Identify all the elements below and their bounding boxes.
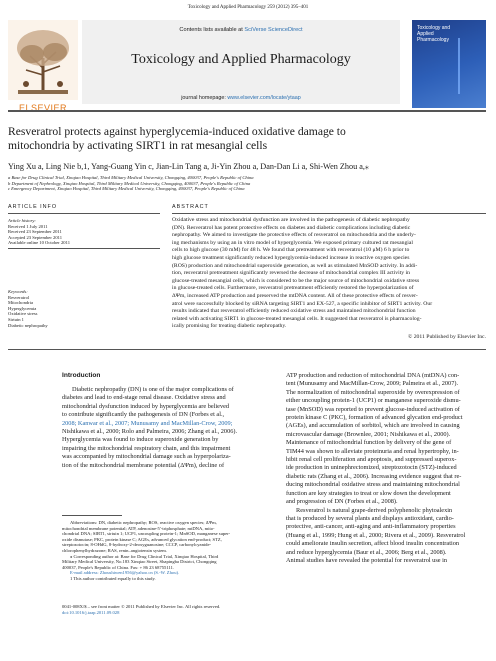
- header-rule: [8, 110, 486, 112]
- intro-line: tion of the mitochondrial membrane potential (ΔΨm), decline of: [62, 461, 225, 469]
- intro-line: and progression of DN (Forbes et al., 2008).: [286, 498, 398, 506]
- corresponding-line: 400037, People's Republic of China. Fax: + 86 23 68755111.: [62, 564, 175, 570]
- abbreviations-line: streptozotocin; 8-OHdG, 8-hydroxy-2-deoxyguanosine; CCCP, carbonylcyanide-: [62, 542, 212, 548]
- intro-line: The normalization of mitochondrial superoxide by overexpression of: [286, 388, 460, 396]
- intro-heading: Introduction: [62, 372, 101, 379]
- contents-prefix: Contents lists available at: [179, 27, 243, 33]
- intro-line: tent (Munusamy and MacMillan-Crow, 2009; Palmeira et al., 2007).: [286, 380, 459, 388]
- homepage-line: [82, 95, 400, 101]
- intro-right-column: [286, 372, 492, 565]
- article-title-line2: mitochondria by activating SIRT1 in rat mesangial cells: [8, 139, 268, 152]
- abstract-bottom-rule: [8, 349, 486, 350]
- intro-line: protective, anti-cancer, anti-aging and anti-inflammatory properties: [286, 523, 456, 531]
- intro-line: Animal studies have revealed the potential for resveratrol use in: [286, 556, 448, 564]
- intro-line: could ameliorate insulin secretion, affect blood insulin concentration: [286, 540, 459, 548]
- corresponding-line: Military Medical University, No.183 Xinqiao Street, Shapingba District, Chongqing: [62, 559, 217, 565]
- intro-line: (AGEs), and accumulation of sorbitol, which are involved in causing: [286, 422, 460, 430]
- abbreviations-line: mitochondrial membrane potential; ATP, adenosine-5′-triphosphate; mtDNA, mito-: [62, 525, 215, 531]
- abbreviations-line: chondrial DNA; SIRT1, sirtuin 1; UCP1, uncoupling protein-1; MnSOD, manganese super-: [62, 531, 231, 537]
- abbreviations-line: oxide dismutase; PKC, protein kinase C; AGEs, advanced glycation end-product; STZ,: [62, 536, 222, 542]
- history-item: Received 23 September 2011: [8, 229, 62, 235]
- cover-title: Toxicology and Applied Pharmacology: [417, 25, 451, 43]
- article-history: [8, 218, 158, 246]
- affiliation-b: b Department of Nephrology, Xinqiao Hospital, Third Military Medical University, Chongqing, 400037, People's Republic of China: [8, 180, 251, 186]
- abstract-line: in glucose-treated cells. Furthermore, resveratrol pretreatment efficiently restored the hyperpolarization of: [172, 285, 414, 292]
- abstract-line: atrol were successfully blocked by siRNA targeting SIRT1 and EX-527, a specific inhibitor of SIRT1 activity. Our: [172, 300, 433, 307]
- abstract-line: results indicated that resveratrol efficiently reduced oxidative stress and maintained mitochondrial function: [172, 308, 416, 315]
- abstract-line: related with activating SIRT1 in glucose-treated mesangial cells. It suggested that resveratrol is pharmacolog-: [172, 315, 422, 322]
- abstract-copyright: © 2011 Published by Elsevier Inc.: [407, 333, 486, 340]
- history-item: Received 1 July 2011: [8, 223, 48, 229]
- abstract-line: (ROS) production and mitochondrial superoxide generation, as well as stimulated MnSOD activity. In addi-: [172, 262, 418, 269]
- intro-line: that is produced by several plants and displays antioxidant, cardio-: [286, 514, 454, 522]
- intro-line: Nishikawa et al., 2000; Rolo and Palmeira, 2006; Zhang et al., 2006).: [62, 428, 238, 436]
- intro-line: ide production in uninephrectomized, streptozotocin (STZ)-induced: [286, 464, 457, 472]
- history-label: Article history:: [8, 218, 36, 223]
- keyword-item: Mitochondria: [8, 300, 34, 306]
- footnote-rule: [62, 515, 122, 516]
- article-title: [8, 125, 488, 153]
- affiliation-c: c Emergency Department, Xinqiao Hospital, Third Military Medical University, Chongqing, 400037, People's Republic of China: [8, 186, 245, 192]
- intro-line: to contribute significantly the pathogenesis of DN (Forbes et al.,: [62, 411, 225, 419]
- abstract-line: cells to high glucose (30 mM) for 48 h. We found that pretreatment with resveratrol (10 μM) 6 h prior to: [172, 247, 410, 254]
- journal-reference: Toxicology and Applied Pharmacology 259 (2012) 395–401: [187, 5, 309, 10]
- abstract-line: ΔΨm, increased ATP production and preserved the mtDNA content. All of these protective effects of resver-: [172, 292, 418, 299]
- homepage-link[interactable]: www.elsevier.com/locate/ytaap: [227, 95, 301, 101]
- kw-real: [8, 289, 158, 328]
- intro-line: TIM44 was shown to alleviate proteinuria and renal hypertrophy, in-: [286, 447, 459, 455]
- cover-graphic: [458, 38, 480, 94]
- intro-line: hibit renal cell proliferation and apoptosis, and suppressed superox-: [286, 456, 457, 464]
- contents-line: [82, 27, 400, 33]
- abstract-body: [172, 217, 486, 342]
- footnotes: [62, 520, 278, 582]
- authors: Ying Xu a, Ling Nie b,1, Yang-Guang Yin c, Jian-Lin Tang a, Ji-Yin Zhou a, Dan-Dan Li a, Shi-Wen Zhou a,⁎: [8, 162, 369, 171]
- email-footnote[interactable]: E-mail address: Zhoushiwen1956@yahoo.cn (S.-W. Zhou).: [70, 570, 180, 576]
- abstract-line: high glucose treatment significantly reduced hyperglycemia-induced increase in reactive oxygen species: [172, 254, 410, 261]
- intro-line: Resveratrol is natural grape-derived polyphenolic phytoalexin: [296, 506, 453, 514]
- history-item: Available online 10 October 2011: [8, 240, 70, 246]
- intro-line: ducing mitochondrial oxidative stress and maintaining mitochondrial: [286, 481, 460, 489]
- homepage-prefix: journal homepage:: [181, 95, 226, 101]
- journal-cover: [412, 20, 486, 108]
- intro-line: mitochondrial dysfunction induced by hyperglycemia are believed: [62, 402, 230, 410]
- front-matter: [62, 604, 322, 615]
- intro-line: protein kinase C (PKC), formation of advanced glycation end-product: [286, 414, 463, 422]
- abbreviations-line: chlorophenylhydrazone; RAS, renin–angiotensin system.: [62, 547, 167, 553]
- publisher-logo-text: ELSEVIER: [18, 103, 68, 113]
- abstract-line: ing mechanisms by using an in vitro model of hyperglycemia. We exposed primary cultured rat mesangial: [172, 239, 413, 246]
- equal-contribution-footnote: 1 This author contributed equally to this study.: [70, 575, 156, 581]
- abstract-line: ically promising for treating diabetic nephropathy.: [172, 323, 287, 330]
- intro-left-column: [62, 386, 276, 470]
- article-title-line1: Resveratrol protects against hyperglycemia-induced oxidative damage to: [8, 125, 346, 138]
- intro-line: Maintenance of mitochondrial function by delivery of the gene of: [286, 439, 452, 447]
- keyword-item: Oxidative stress: [8, 311, 38, 317]
- abstract-line: nephropathy. We aimed to investigate the protective effects of resveratrol on mitochondria and the underly-: [172, 232, 416, 239]
- abstract-line: (DN). Resveratrol has potent protective effects on diabetes and diabetic complications including diabetic: [172, 224, 411, 231]
- article-info-rule: [8, 213, 160, 214]
- abbreviations-line: Abbreviations: DN, diabetic nephropathy; ROS, reactive oxygen species; ΔΨm,: [70, 520, 217, 525]
- doi-link[interactable]: doi:10.1016/j.taap.2011.09.028: [62, 609, 120, 615]
- intro-line: ATP production and reduction of mitochondrial DNA (mtDNA) con-: [286, 372, 460, 379]
- abstract-line: tion, resveratrol pretreatment significantly reversed the decrease of mitochondrial complex III activity in: [172, 270, 410, 277]
- affiliation-a: a Base for Drug Clinical Trial, Xinqiao Hospital, Third Military Medical University, Chongqing, 400037, People's Republic of China: [8, 175, 254, 180]
- intro-line: 2008; Kanwar et al., 2007; Munusamy and MacMillan-Crow, 2009;: [62, 419, 233, 427]
- article-info-heading: ARTICLE INFO: [8, 204, 58, 210]
- intro-line: diabetic rats (Zhang et al., 2006). Increasing evidence suggest that re-: [286, 472, 462, 480]
- intro-line: (Huang et al., 1999; Hung et al., 2000; Rivera et al., 2009). Resveratrol: [286, 531, 466, 539]
- intro-line: diabetes and lead to end-stage renal disease. Oxidative stress and: [62, 394, 226, 402]
- intro-line: tase (MnSOD) was reported to prevent glucose-induced activation of: [286, 405, 460, 413]
- front-matter-line: 0041-008X/$ – see front matter © 2011 Published by Elsevier Inc. All rights reserved.: [62, 604, 221, 609]
- intro-line: impairing the mitochondrial respiratory chain, and this impairment: [62, 444, 231, 452]
- elsevier-logo: [8, 20, 78, 113]
- keyword-item: Resveratrol: [8, 294, 30, 300]
- intro-line: was accompanied by mitochondrial damage such as hyperpolariza-: [62, 453, 231, 461]
- keyword-item: Sirtuin 1: [8, 316, 24, 322]
- keyword-item: Diabetic nephropathy: [8, 322, 48, 328]
- intro-line: Hyperglycemia was found to induce superoxide generation by: [62, 436, 219, 444]
- history-item: Accepted 23 September 2011: [8, 234, 63, 240]
- keywords-rule: [8, 248, 160, 249]
- intro-line: either uncoupling protein-1 (UCP1) or manganese superoxide dismu-: [286, 397, 461, 405]
- keyword-item: Hyperglycemia: [8, 305, 37, 311]
- keywords-label: Keywords:: [8, 289, 28, 294]
- affiliations: [8, 175, 488, 192]
- abstract-line: glucose-treated mesangial cells, which is considered to be the major source of mitochondrial oxidative stress: [172, 277, 420, 284]
- intro-line: Diabetic nephropathy (DN) is one of the major complications of: [72, 386, 234, 393]
- abstract-rule: [172, 213, 486, 214]
- abstract-line: Oxidative stress and mitochondrial dysfunction are involved in the pathogenesis of diabetic nephropathy: [172, 217, 410, 223]
- abstract-heading: ABSTRACT: [172, 204, 209, 210]
- journal-title: Toxicology and Applied Pharmacology: [131, 52, 351, 67]
- intro-line: and reduce hyperglycemia (Baur et al., 2006; Berg et al., 2008).: [286, 548, 447, 556]
- corresponding-line: ⁎ Corresponding author at: Base for Drug Clinical Trial, Xinqiao Hospital, Third: [70, 553, 219, 559]
- sciencedirect-link[interactable]: SciVerse ScienceDirect: [244, 27, 303, 33]
- intro-line: function are key strategies to treat or slow down the development: [286, 489, 451, 497]
- intro-line: microvascular damage (Brownlee, 2001; Nishikawa et al., 2000).: [286, 430, 451, 438]
